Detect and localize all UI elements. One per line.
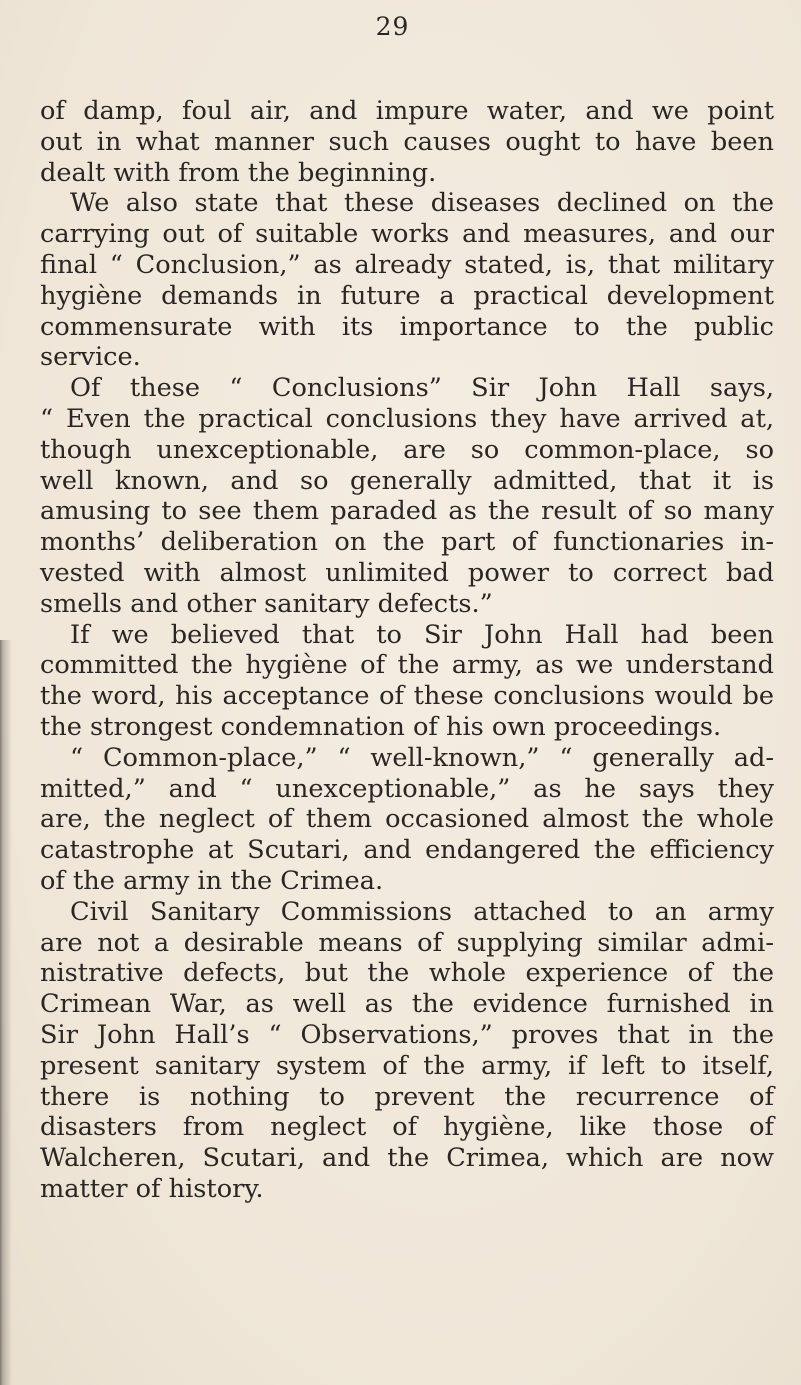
text-line: months’ deliberation on the part of functionaries in- (40, 527, 774, 558)
text-line: Crimean War, as well as the evidence furnished in (40, 989, 774, 1020)
text-line: committed the hygiène of the army, as we understand (40, 650, 774, 681)
text-line: Walcheren, Scutari, and the Crimea, which are now (40, 1143, 774, 1174)
text-line: mitted,” and “ unexceptionable,” as he says they (40, 773, 774, 804)
text-line: the word, his acceptance of these conclusions would be (40, 681, 774, 712)
text-line: service. (40, 342, 141, 373)
text-line: carrying out of suitable works and measures, and our (40, 219, 774, 250)
text-line: though unexceptionable, are so common-place, so (40, 434, 774, 465)
text-line: vested with almost unlimited power to correct bad (40, 557, 774, 588)
text-line: out in what manner such causes ought to have been (40, 126, 774, 157)
text-line: of the army in the Crimea. (40, 865, 384, 896)
text-line: amusing to see them paraded as the result of so many (40, 496, 774, 527)
text-line: well known, and so generally admitted, that it is (40, 465, 774, 496)
text-line: smells and other sanitary defects.” (40, 588, 493, 619)
text-line: hygiène demands in future a practical development (40, 280, 774, 311)
text-line: nistrative defects, but the whole experience of the (40, 958, 774, 989)
text-line: the strongest condemnation of his own proceedings. (40, 711, 722, 742)
text-line: If we believed that to Sir John Hall had been (70, 619, 774, 650)
text-line: are not a desirable means of supplying similar admi- (40, 927, 774, 958)
text-line: “ Even the practical conclusions they have arrived at, (40, 403, 774, 434)
text-line: “ Common-place,” “ well-known,” “ generally ad- (70, 742, 774, 773)
text-line: dealt with from the beginning. (40, 157, 437, 188)
text-line: are, the neglect of them occasioned almost the whole (40, 804, 774, 835)
text-line: present sanitary system of the army, if left to itself, (40, 1050, 774, 1081)
body-text (40, 96, 774, 1205)
text-line: catastrophe at Scutari, and endangered the efficiency (40, 835, 774, 866)
text-line: Of these “ Conclusions” Sir John Hall says, (70, 373, 774, 404)
text-line: Sir John Hall’s “ Observations,” proves that in the (40, 1019, 774, 1050)
text-line: of damp, foul air, and impure water, and we point (40, 96, 774, 126)
text-line: matter of history. (40, 1173, 264, 1204)
text-line: final “ Conclusion,” as already stated, is, that military (40, 249, 774, 280)
text-line: Civil Sanitary Commissions attached to an army (70, 896, 774, 927)
text-line: commensurate with its importance to the public (40, 311, 774, 342)
text-line: We also state that these diseases declined on the (70, 188, 774, 219)
text-line: there is nothing to prevent the recurrence of (40, 1081, 774, 1112)
page-edge-shadow (0, 640, 18, 1385)
page-number: 29 (375, 12, 410, 41)
text-line: disasters from neglect of hygiène, like those of (40, 1112, 774, 1143)
